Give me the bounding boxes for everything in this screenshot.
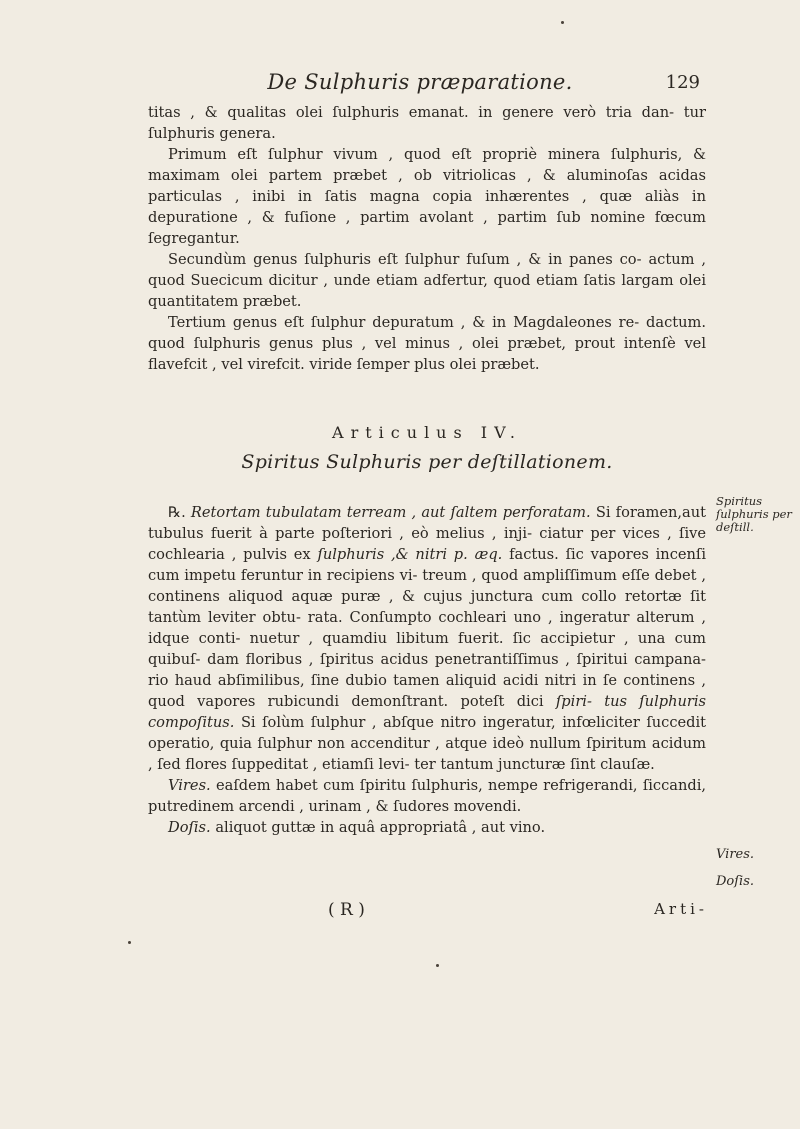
page-number: 129 [665,72,700,93]
intro-text [148,102,706,375]
recipe-product-name: ſpiri- tus ſulphuris compoſitus. [148,693,707,731]
vires-text: eaſdem habet cum ſpiritu ſulphuris, nempe refrigerandi, ſiccandi, putredinem arcendi , urinam , & ſudores movendi. [148,777,706,815]
signature-mark: ( R ) [328,900,365,920]
recipe-text-c: Si ſolùm ſulphur , abſque nitro ingeratur, infœliciter ſuccedit operatio, quia ſulphur non accenditur , atque ideò nullum ſpiritum acidum , ſed flores ſuppeditat , etiamſi levi- ter tantum juncturæ ſint clauſæ. [148,714,706,773]
ink-speck [128,941,131,944]
paragraph: Primum eſt ſulphur vivum , quod eſt propriè minera ſulphuris, & maximam olei partem præbet , ob vitriolicas , & aluminoſas acidas particulas , inibi in ſatis magna copia inhærentes , quæ aliàs in depuratione , & fuſione , partim avolant , partim ſub nomine fœcum ſegregantur. [148,146,706,247]
catchword: Arti- [654,900,708,918]
recipe-text-a: Si foramen,aut tubulus fuerit à parte poſteriori , eò melius , inji- ciatur per vices , ſive cochlearia , pulvis ex [148,504,707,563]
ink-speck [436,964,439,967]
article-heading: Articulus IV. [332,423,522,442]
running-title: De Sulphuris præparatione. [267,70,573,94]
recipe-opening: Retortam tubulatam terream , aut ſaltem perforatam. [190,504,591,521]
page-footer [148,900,708,926]
article-subtitle: Spiritus Sulphuris per deſtillationem. [241,451,613,473]
recipe-text-b: factus. ſic vapores incenſi cum impetu feruntur in recipiens vi- treum , quod ampliſſimum eſſe debet , continens aliquod aquæ puræ , & cujus junctura cum collo retortæ ſit tantùm leviter obtu- rata. Conſumpto cochleari uno , ingeratur alterum , idque conti- nuetur , quamdiu libitum fuerit. ſic accipietur , una cum quibuſ- dam floribus , ſpiritus acidus penetrantiſſimus , ſpiritui campana- rio haud abſimilibus, ſine dubio tamen aliquid acidi nitri in ſe continens , quod vapores rubicundi demonſtrant. poteſt dici [148,546,706,710]
paragraph: titas , & qualitas olei ſulphuris emanat. in genere verò tria dan- tur ſulphuris genera. [148,104,706,142]
recipe-text [148,502,706,838]
recipe-paragraph [148,502,706,775]
dosis-text: aliquot guttæ in aquâ appropriatâ , aut vino. [215,819,546,836]
vires-paragraph [148,775,706,817]
margin-note-vires: Vires. [716,847,755,862]
margin-note-spiritus: Spiritus ſulphuris per deſtill. [716,494,792,534]
vires-label: Vires. [168,777,211,794]
dosis-label: Doſis. [168,819,211,836]
ink-speck [561,21,564,24]
margin-note-dosis: Doſis. [716,874,755,889]
dosis-paragraph [148,817,706,838]
recipe-mark: ℞. [168,504,186,521]
page-header [140,70,700,100]
paragraph: Tertium genus eſt ſulphur depuratum , & in Magdaleones re- dactum. quod ſulphuris genus plus , vel minus , olei præbet, prout intenſè vel flavefcit , vel virefcit. viride ſemper plus olei præbet. [148,314,706,373]
recipe-ingredients: ſulphuris ,& nitri p. æq. [317,546,503,563]
paragraph: Secundùm genus ſulphuris eſt ſulphur fuſum , & in panes co- actum , quod Suecicum dicitur , unde etiam adfertur, quod etiam ſatis largam olei quantitatem præbet. [148,251,706,310]
